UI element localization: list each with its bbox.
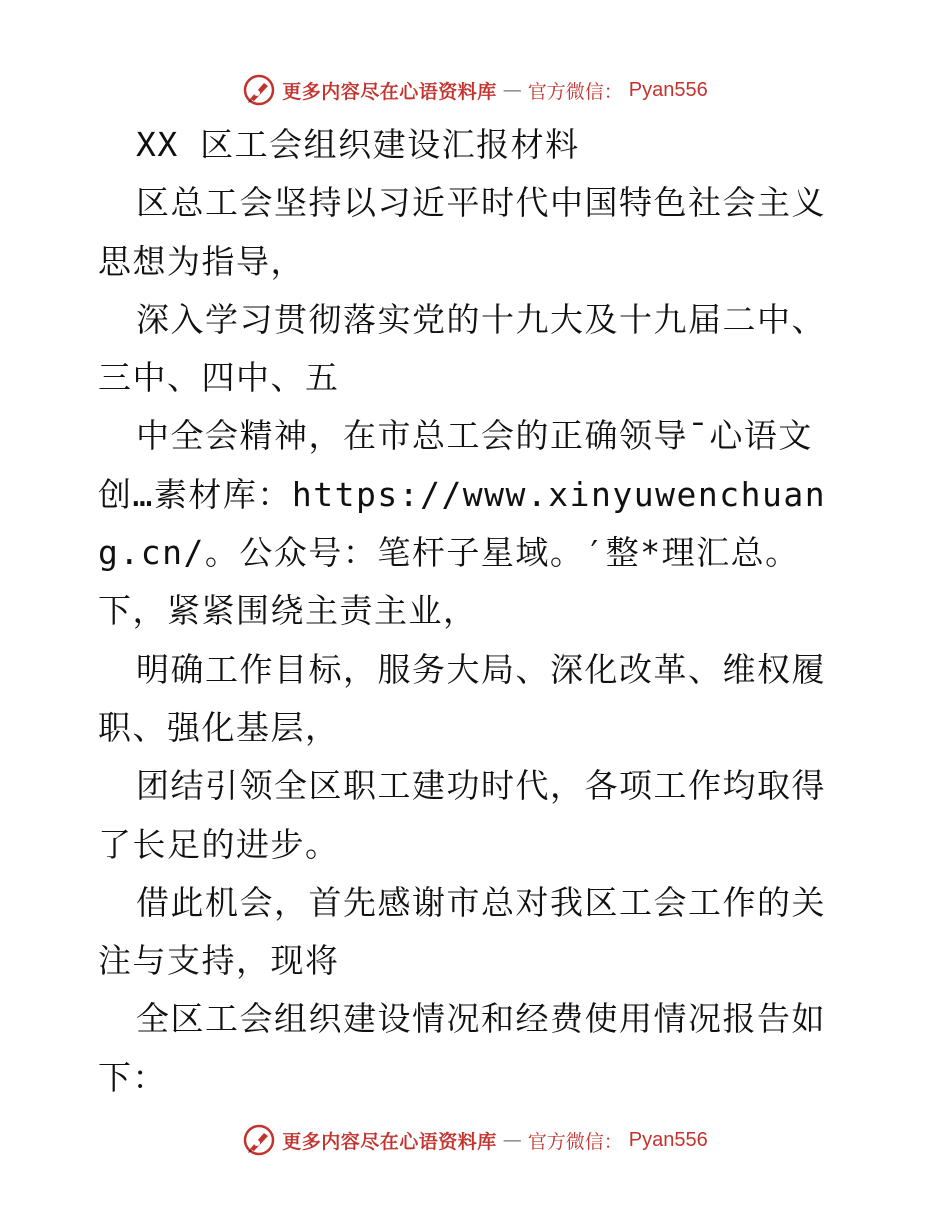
header-banner [0,70,950,110]
footer-banner [0,1120,950,1160]
document-body [98,116,858,1107]
banner-wechat-label: 官方微信： [527,1130,623,1153]
banner-wechat-id: Pyan556 [628,1128,708,1151]
document-title: XX 区工会组织建设汇报材料 [136,125,580,164]
banner-separator: — [502,79,522,101]
banner-main-text: 更多内容尽在心语资料库 [282,80,497,103]
paragraph-6: 借此机会，首先感谢市总对我区工会工作的关注与支持，现将 [98,882,826,981]
banner-wechat-id: Pyan556 [628,78,708,101]
paragraph-1: 区总工会坚持以习近平时代中国特色社会主义思想为指导， [98,183,826,281]
paragraph-2: 深入学习贯彻落实党的十九大及十九届二中、三中、四中、五 [98,299,826,398]
banner-wechat-label: 官方微信： [527,80,623,103]
paragraph-4: 明确工作目标，服务大局、深化改革、维权履职、强化基层， [98,649,826,747]
pen-logo-icon [242,1123,276,1157]
banner-separator: — [502,1129,522,1151]
paragraph-7: 全区工会组织建设情况和经费使用情况报告如下： [98,999,826,1097]
pen-logo-icon [242,73,276,107]
banner-main-text: 更多内容尽在心语资料库 [282,1130,497,1153]
paragraph-5: 团结引领全区职工建功时代，各项工作均取得了长足的进步。 [98,766,826,864]
paragraph-3: 中全会精神，在市总工会的正确领导¯心语文创…素材库：https://www.xinyuwenchuang.cn/。公众号：笔杆子星域。′整*理汇总。下，紧紧围绕主责主业， [98,416,827,631]
